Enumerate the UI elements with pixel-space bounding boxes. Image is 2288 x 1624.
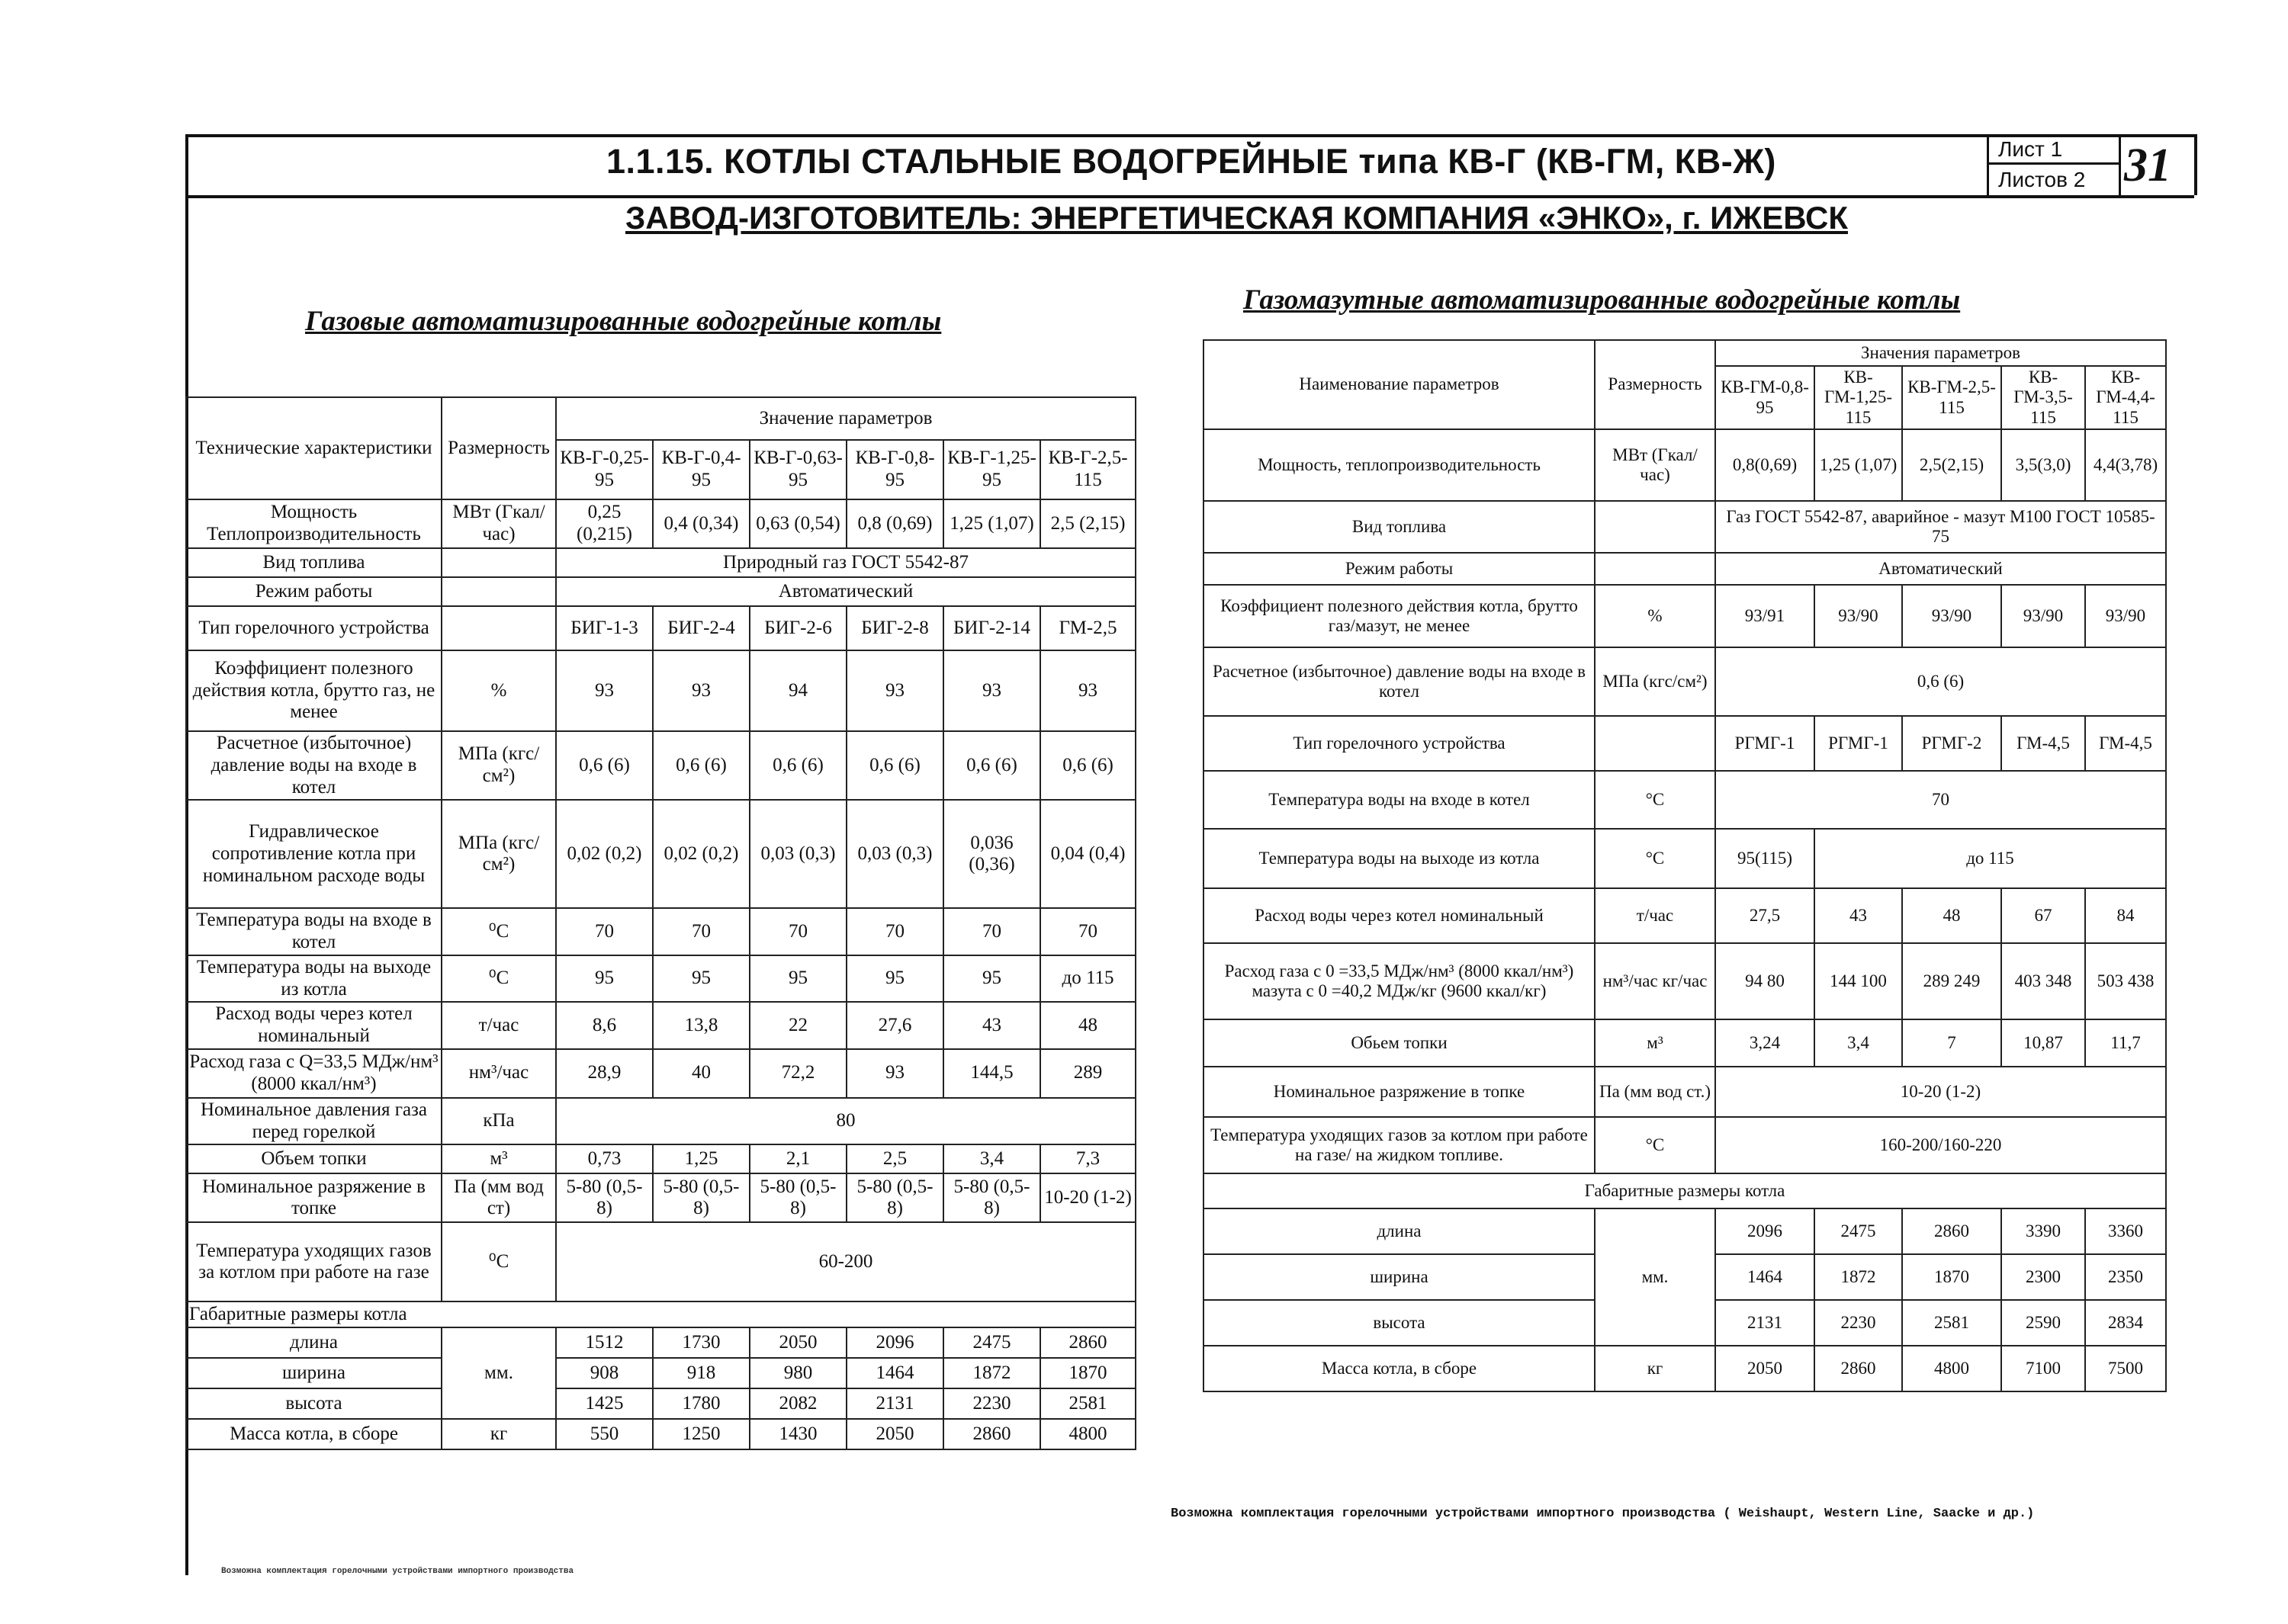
param-value: 93/91 — [1715, 585, 1814, 647]
dim-value: 1464 — [1715, 1254, 1814, 1300]
mass-value: 2860 — [1814, 1346, 1902, 1391]
param-value: 5-80 (0,5-8) — [653, 1173, 750, 1222]
dim-name: ширина — [1203, 1254, 1595, 1300]
param-unit: % — [1595, 585, 1715, 647]
table-row — [1203, 1019, 2166, 1067]
table-row — [1203, 429, 2166, 501]
table-row — [1203, 553, 2166, 585]
table-row — [186, 1388, 1136, 1419]
param-unit: м³ — [1595, 1019, 1715, 1067]
param-value: 1,25 (1,07) — [1814, 429, 1902, 501]
table-row — [186, 548, 1136, 577]
param-value: 0,25 (0,215) — [556, 499, 653, 548]
dim-name: длина — [1203, 1208, 1595, 1254]
right-section-title: Газомазутные автоматизированные водогрейные котлы — [1243, 284, 1961, 316]
param-value: 93 — [1040, 650, 1136, 731]
param-value: 94 80 — [1715, 943, 1814, 1019]
dim-value: 2096 — [1715, 1208, 1814, 1254]
param-name: Вид топлива — [186, 548, 442, 577]
param-unit: нм³/час кг/час — [1595, 943, 1715, 1019]
param-value: 93/90 — [2001, 585, 2085, 647]
param-value: 27,6 — [847, 1002, 943, 1049]
model-header: КВ-ГМ-1,25-115 — [1814, 366, 1902, 429]
param-unit: % — [442, 650, 556, 731]
param-value: 70 — [556, 908, 653, 955]
param-value: 144,5 — [943, 1049, 1040, 1098]
dim-name: ширина — [186, 1358, 442, 1388]
param-value: 0,73 — [556, 1144, 653, 1173]
param-value: ГМ-4,5 — [2085, 716, 2166, 771]
param-value: 0,02 (0,2) — [653, 800, 750, 908]
table-row — [186, 1222, 1136, 1301]
table-row — [186, 1049, 1136, 1098]
param-value: 93 — [653, 650, 750, 731]
table-row — [186, 955, 1136, 1003]
param-value: 94 — [750, 650, 847, 731]
dim-value: 1464 — [847, 1358, 943, 1388]
param-unit: м³ — [442, 1144, 556, 1173]
param-value: 0,02 (0,2) — [556, 800, 653, 908]
mass-value: 550 — [556, 1419, 653, 1449]
sheets-total-label: Листов 2 — [1998, 168, 2086, 191]
param-value: 95 — [750, 955, 847, 1003]
param-value: 70 — [1715, 771, 2166, 829]
param-value: 2,5 — [847, 1144, 943, 1173]
param-unit: кПа — [442, 1098, 556, 1145]
param-value: 80 — [556, 1098, 1136, 1145]
param-name: Коэффициент полезного действия котла, брутто газ, не менее — [186, 650, 442, 731]
param-value: 43 — [1814, 888, 1902, 943]
table-row — [1203, 1117, 2166, 1173]
model-header: КВ-ГМ-2,5-115 — [1902, 366, 2001, 429]
param-value: 48 — [1040, 1002, 1136, 1049]
mass-name: Масса котла, в сборе — [186, 1419, 442, 1449]
param-value: БИГ-1-3 — [556, 606, 653, 650]
param-value: 5-80 (0,5-8) — [847, 1173, 943, 1222]
manufacturer-subtitle: ЗАВОД-ИЗГОТОВИТЕЛЬ: ЭНЕРГЕТИЧЕСКАЯ КОМПАНИЯ «ЭНКО», г. ИЖЕВСК — [625, 200, 1848, 236]
param-unit: °С — [1595, 829, 1715, 888]
table-row — [186, 731, 1136, 800]
dim-value: 1872 — [943, 1358, 1040, 1388]
param-value: 93/90 — [1814, 585, 1902, 647]
dim-value: 3390 — [2001, 1208, 2085, 1254]
model-header: КВ-Г-0,4-95 — [653, 440, 750, 499]
dim-value: 2050 — [750, 1327, 847, 1358]
param-value: Газ ГОСТ 5542-87, аварийное - мазут М100 ГОСТ 10585-75 — [1715, 501, 2166, 553]
dim-value: 1870 — [1040, 1358, 1136, 1388]
unit-header: Размерность — [442, 397, 556, 499]
document-title: 1.1.15. КОТЛЫ СТАЛЬНЫЕ ВОДОГРЕЙНЫЕ типа КВ-Г (КВ-ГМ, КВ-Ж) — [606, 142, 1776, 181]
model-header: КВ-Г-0,25-95 — [556, 440, 653, 499]
mass-value: 1250 — [653, 1419, 750, 1449]
table-row — [1203, 1173, 2166, 1208]
dim-value: 2300 — [2001, 1254, 2085, 1300]
param-name: Расход газа с Q=33,5 МДж/нм³ (8000 ккал/нм³) — [186, 1049, 442, 1098]
param-value: 0,4 (0,34) — [653, 499, 750, 548]
param-value: БИГ-2-8 — [847, 606, 943, 650]
dim-value: 2834 — [2085, 1300, 2166, 1346]
model-header: КВ-ГМ-0,8-95 — [1715, 366, 1814, 429]
table-row — [186, 1144, 1136, 1173]
gas-oil-boilers-table — [1203, 339, 2167, 1392]
param-name: Режим работы — [1203, 553, 1595, 585]
param-unit — [1595, 716, 1715, 771]
model-header: КВ-Г-2,5-115 — [1040, 440, 1136, 499]
table-row — [186, 1358, 1136, 1388]
param-value: 93 — [556, 650, 653, 731]
table-row — [1203, 1067, 2166, 1117]
param-name: Обьем топки — [1203, 1019, 1595, 1067]
param-value: 93 — [847, 1049, 943, 1098]
dim-value: 2131 — [847, 1388, 943, 1419]
param-name: Температура воды на входе в котел — [1203, 771, 1595, 829]
mass-name: Масса котла, в сборе — [1203, 1346, 1595, 1391]
model-header: КВ-Г-0,63-95 — [750, 440, 847, 499]
param-value: 72,2 — [750, 1049, 847, 1098]
param-value: 95 — [653, 955, 750, 1003]
page-number: 31 — [2124, 140, 2171, 191]
dim-value: 3360 — [2085, 1208, 2166, 1254]
param-value: 160-200/160-220 — [1715, 1117, 2166, 1173]
dim-value: 2230 — [943, 1388, 1040, 1419]
dims-header: Габаритные размеры котла — [1203, 1173, 2166, 1208]
param-unit: °С — [1595, 771, 1715, 829]
param-value: 5-80 (0,5-8) — [750, 1173, 847, 1222]
param-value: 2,5 (2,15) — [1040, 499, 1136, 548]
param-value: БИГ-2-6 — [750, 606, 847, 650]
param-value: 7,3 — [1040, 1144, 1136, 1173]
param-value: 503 438 — [2085, 943, 2166, 1019]
param-value: 4,4(3,78) — [2085, 429, 2166, 501]
values-header: Значения параметров — [1715, 340, 2166, 366]
param-value: РГМГ-1 — [1715, 716, 1814, 771]
param-unit: т/час — [442, 1002, 556, 1049]
param-value: БИГ-2-4 — [653, 606, 750, 650]
mass-value: 7500 — [2085, 1346, 2166, 1391]
param-unit — [1595, 501, 1715, 553]
param-value: 5-80 (0,5-8) — [556, 1173, 653, 1222]
param-value: до 115 — [1040, 955, 1136, 1003]
param-name: Мощность Теплопроизводительность — [186, 499, 442, 548]
param-name: Температура воды на выходе из котла — [1203, 829, 1595, 888]
param-unit: ⁰С — [442, 908, 556, 955]
param-name: Гидравлическое сопротивление котла при номинальном расходе воды — [186, 800, 442, 908]
mass-value: 4800 — [1040, 1419, 1136, 1449]
frame-right-line — [2194, 134, 2197, 195]
dim-value: 2581 — [1902, 1300, 2001, 1346]
param-name: Номинальное разряжение в топке — [186, 1173, 442, 1222]
param-name: Расход газа с 0 =33,5 МДж/нм³ (8000 ккал/нм³) мазута с 0 =40,2 МДж/кг (9600 ккал/кг) — [1203, 943, 1595, 1019]
dim-value: 2581 — [1040, 1388, 1136, 1419]
param-header: Наименование параметров — [1203, 340, 1595, 429]
param-unit: нм³/час — [442, 1049, 556, 1098]
param-name: Температура воды на выходе из котла — [186, 955, 442, 1003]
param-value: 70 — [653, 908, 750, 955]
param-name: Режим работы — [186, 577, 442, 606]
param-value: 13,8 — [653, 1002, 750, 1049]
param-value: 144 100 — [1814, 943, 1902, 1019]
param-value: 0,6 (6) — [847, 731, 943, 800]
table-row — [186, 1419, 1136, 1449]
param-value: 8,6 — [556, 1002, 653, 1049]
mass-unit: кг — [442, 1419, 556, 1449]
param-name: Тип горелочного устройства — [1203, 716, 1595, 771]
param-value: 3,4 — [1814, 1019, 1902, 1067]
dim-name: высота — [186, 1388, 442, 1419]
param-name: Мощность, теплопроизводительность — [1203, 429, 1595, 501]
left-section-title: Газовые автоматизированные водогрейные котлы — [305, 306, 942, 337]
param-value: 93 — [943, 650, 1040, 731]
param-value: 95 — [943, 955, 1040, 1003]
param-value: 0,8 (0,69) — [847, 499, 943, 548]
param-value: РГМГ-2 — [1902, 716, 2001, 771]
param-unit: Па (мм вод ст.) — [1595, 1067, 1715, 1117]
param-value: 48 — [1902, 888, 2001, 943]
param-name: Температура уходящих газов за котлом при работе на газе — [186, 1222, 442, 1301]
mass-value: 2860 — [943, 1419, 1040, 1449]
table-row — [1203, 340, 2166, 366]
param-unit: Па (мм вод ст) — [442, 1173, 556, 1222]
param-unit: МПа (кгс/см²) — [1595, 647, 1715, 716]
param-value: 95(115) — [1715, 829, 1814, 888]
dim-value: 2350 — [2085, 1254, 2166, 1300]
param-value: 70 — [1040, 908, 1136, 955]
param-value: 403 348 — [2001, 943, 2085, 1019]
param-value: 40 — [653, 1049, 750, 1098]
param-value: 0,63 (0,54) — [750, 499, 847, 548]
param-value: 22 — [750, 1002, 847, 1049]
dim-value: 1512 — [556, 1327, 653, 1358]
dim-value: 1870 — [1902, 1254, 2001, 1300]
dim-value: 2475 — [1814, 1208, 1902, 1254]
dim-value: 2475 — [943, 1327, 1040, 1358]
table-row — [186, 1002, 1136, 1049]
param-name: Температура уходящих газов за котлом при работе на газе/ на жидком топливе. — [1203, 1117, 1595, 1173]
dim-value: 2096 — [847, 1327, 943, 1358]
param-value: 0,04 (0,4) — [1040, 800, 1136, 908]
param-value: 289 — [1040, 1049, 1136, 1098]
param-unit — [1595, 553, 1715, 585]
param-name: Объем топки — [186, 1144, 442, 1173]
dims-header: Габаритные размеры котла — [186, 1301, 1136, 1327]
param-value: 28,9 — [556, 1049, 653, 1098]
dim-name: высота — [1203, 1300, 1595, 1346]
param-value: 43 — [943, 1002, 1040, 1049]
param-unit: ⁰С — [442, 1222, 556, 1301]
dim-value: 918 — [653, 1358, 750, 1388]
dim-unit: мм. — [442, 1327, 556, 1419]
param-value: БИГ-2-14 — [943, 606, 1040, 650]
param-value: 10-20 (1-2) — [1715, 1067, 2166, 1117]
param-name: Вид топлива — [1203, 501, 1595, 553]
param-value: РГМГ-1 — [1814, 716, 1902, 771]
table-row — [186, 499, 1136, 548]
table-row — [186, 1327, 1136, 1358]
mass-value: 2050 — [847, 1419, 943, 1449]
param-value: 10,87 — [2001, 1019, 2085, 1067]
mass-value: 2050 — [1715, 1346, 1814, 1391]
model-header: КВ-ГМ-4,4-115 — [2085, 366, 2166, 429]
param-value: 0,6 (6) — [750, 731, 847, 800]
table-row — [186, 908, 1136, 955]
sheet-box — [1987, 134, 2121, 195]
param-name: Температура воды на входе в котел — [186, 908, 442, 955]
mass-value: 4800 — [1902, 1346, 2001, 1391]
param-unit: МПа (кгс/см²) — [442, 731, 556, 800]
param-name: Коэффициент полезного действия котла, брутто газ/мазут, не менее — [1203, 585, 1595, 647]
dim-value: 2860 — [1040, 1327, 1136, 1358]
gas-boilers-table — [185, 396, 1136, 1450]
table-row — [1203, 1208, 2166, 1254]
param-value: 10-20 (1-2) — [1040, 1173, 1136, 1222]
param-value: Автоматический — [556, 577, 1136, 606]
param-value: 93/90 — [1902, 585, 2001, 647]
mass-value: 1430 — [750, 1419, 847, 1449]
param-value: ГМ-2,5 — [1040, 606, 1136, 650]
table-row — [1203, 716, 2166, 771]
param-value: 67 — [2001, 888, 2085, 943]
frame-header-line — [185, 195, 2194, 198]
param-name: Номинальное разряжение в топке — [1203, 1067, 1595, 1117]
dim-value: 2230 — [1814, 1300, 1902, 1346]
dim-value: 2860 — [1902, 1208, 2001, 1254]
table-row — [1203, 585, 2166, 647]
dim-value: 1780 — [653, 1388, 750, 1419]
param-value: 5-80 (0,5-8) — [943, 1173, 1040, 1222]
param-name: Расход воды через котел номинальный — [1203, 888, 1595, 943]
table-row — [1203, 829, 2166, 888]
param-unit: °С — [1595, 1117, 1715, 1173]
table-row — [186, 650, 1136, 731]
values-header: Значение параметров — [556, 397, 1136, 440]
param-header: Технические характеристики — [186, 397, 442, 499]
param-unit — [442, 577, 556, 606]
left-footer-note: Возможна комплектация горелочными устройствами импортного производства — [221, 1567, 574, 1576]
dim-unit: мм. — [1595, 1208, 1715, 1346]
param-name: Тип горелочного устройства — [186, 606, 442, 650]
table-row — [1203, 647, 2166, 716]
param-unit: т/час — [1595, 888, 1715, 943]
dim-value: 1872 — [1814, 1254, 1902, 1300]
table-row — [1203, 943, 2166, 1019]
param-value: 2,1 — [750, 1144, 847, 1173]
param-value: 7 — [1902, 1019, 2001, 1067]
param-value: 0,6 (6) — [1040, 731, 1136, 800]
mass-unit: кг — [1595, 1346, 1715, 1391]
param-value: 70 — [847, 908, 943, 955]
dim-value: 2590 — [2001, 1300, 2085, 1346]
param-value: 93 — [847, 650, 943, 731]
model-header: КВ-Г-1,25-95 — [943, 440, 1040, 499]
param-name: Расход воды через котел номинальный — [186, 1002, 442, 1049]
table-row — [1203, 771, 2166, 829]
right-footer-note: Возможна комплектация горелочными устройствами импортного производства ( Weishaupt, Western Line, Saacke и др.) — [1171, 1507, 2035, 1521]
param-value: 0,6 (6) — [943, 731, 1040, 800]
table-row — [186, 397, 1136, 440]
dim-value: 2082 — [750, 1388, 847, 1419]
param-value: Автоматический — [1715, 553, 2166, 585]
param-value: 11,7 — [2085, 1019, 2166, 1067]
param-value: 95 — [847, 955, 943, 1003]
param-value: 95 — [556, 955, 653, 1003]
param-value: 0,03 (0,3) — [750, 800, 847, 908]
param-value: 2,5(2,15) — [1902, 429, 2001, 501]
param-name: Расчетное (избыточное) давление воды на входе в котел — [1203, 647, 1595, 716]
param-value: 0,036 (0,36) — [943, 800, 1040, 908]
table-row — [186, 577, 1136, 606]
param-unit: МПа (кгс/см²) — [442, 800, 556, 908]
model-header: КВ-Г-0,8-95 — [847, 440, 943, 499]
param-unit: МВт (Гкал/час) — [1595, 429, 1715, 501]
param-value: 70 — [750, 908, 847, 955]
param-value: 84 — [2085, 888, 2166, 943]
sheet-label: Лист 1 — [1989, 134, 2119, 165]
param-unit — [442, 548, 556, 577]
dim-name: длина — [186, 1327, 442, 1358]
param-value: 0,8(0,69) — [1715, 429, 1814, 501]
param-value: 3,5(3,0) — [2001, 429, 2085, 501]
table-row — [186, 606, 1136, 650]
model-header: КВ-ГМ-3,5-115 — [2001, 366, 2085, 429]
param-value: 0,6 (6) — [1715, 647, 2166, 716]
param-unit — [442, 606, 556, 650]
param-value: 0,6 (6) — [556, 731, 653, 800]
dim-value: 2131 — [1715, 1300, 1814, 1346]
param-value: 60-200 — [556, 1222, 1136, 1301]
param-value: 1,25 (1,07) — [943, 499, 1040, 548]
param-value: 70 — [943, 908, 1040, 955]
param-value: 3,4 — [943, 1144, 1040, 1173]
param-value: 27,5 — [1715, 888, 1814, 943]
param-value: 0,6 (6) — [653, 731, 750, 800]
unit-header: Размерность — [1595, 340, 1715, 429]
dim-value: 908 — [556, 1358, 653, 1388]
dim-value: 1730 — [653, 1327, 750, 1358]
param-name: Номинальное давления газа перед горелкой — [186, 1098, 442, 1145]
mass-value: 7100 — [2001, 1346, 2085, 1391]
table-row — [186, 1301, 1136, 1327]
param-value: до 115 — [1814, 829, 2166, 888]
dim-value: 1425 — [556, 1388, 653, 1419]
dim-value: 980 — [750, 1358, 847, 1388]
param-value: 0,03 (0,3) — [847, 800, 943, 908]
table-row — [1203, 888, 2166, 943]
param-value: 1,25 — [653, 1144, 750, 1173]
param-value: 289 249 — [1902, 943, 2001, 1019]
table-row — [186, 1173, 1136, 1222]
param-value: 93/90 — [2085, 585, 2166, 647]
frame-top-line — [185, 134, 2194, 137]
table-row — [186, 800, 1136, 908]
param-value: Природный газ ГОСТ 5542-87 — [556, 548, 1136, 577]
param-value: 3,24 — [1715, 1019, 1814, 1067]
param-unit: ⁰С — [442, 955, 556, 1003]
table-row — [1203, 1346, 2166, 1391]
param-unit: МВт (Гкал/час) — [442, 499, 556, 548]
param-value: ГМ-4,5 — [2001, 716, 2085, 771]
table-row — [186, 1098, 1136, 1145]
param-name: Расчетное (избыточное) давление воды на входе в котел — [186, 731, 442, 800]
table-row — [1203, 501, 2166, 553]
